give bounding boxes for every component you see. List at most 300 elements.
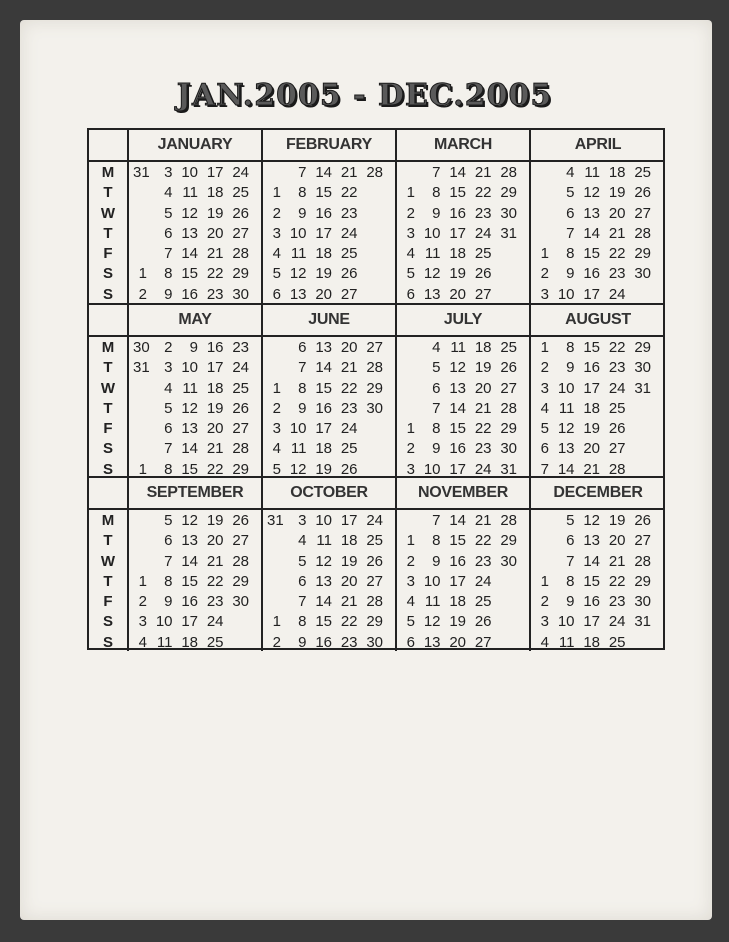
day-number: 25 — [500, 339, 517, 356]
week-row — [397, 338, 529, 358]
day-number: 25 — [608, 633, 626, 651]
day-number: 16 — [449, 552, 466, 570]
day-number: 18 — [583, 399, 600, 417]
day-number: 14 — [315, 164, 332, 181]
day-number: 24 — [608, 285, 626, 303]
day-number: 30 — [500, 552, 517, 570]
day-number: 12 — [423, 265, 441, 283]
day-number: 26 — [634, 512, 651, 529]
day-number: 2 — [138, 593, 147, 611]
day-number: 9 — [432, 204, 441, 222]
week-row — [397, 633, 529, 653]
day-number — [535, 531, 549, 551]
day-number: 9 — [566, 593, 575, 611]
day-number: 4 — [164, 379, 173, 397]
day-number: 28 — [366, 593, 383, 611]
day-number: 13 — [583, 204, 600, 222]
day-number: 9 — [189, 339, 198, 356]
day-number: 14 — [181, 552, 198, 570]
week-row — [263, 204, 395, 224]
week-row — [397, 439, 529, 459]
day-number: 9 — [566, 265, 575, 283]
day-number — [133, 379, 147, 399]
day-number: 13 — [423, 633, 441, 651]
day-number: 18 — [449, 245, 466, 263]
day-number: 1 — [272, 613, 281, 631]
day-number: 25 — [340, 245, 358, 263]
day-number — [626, 419, 652, 439]
day-number: 15 — [181, 460, 198, 478]
day-number: 13 — [181, 532, 198, 550]
week-row — [531, 224, 665, 244]
month-name: JUNE — [308, 311, 350, 328]
week-row — [129, 244, 261, 264]
day-number — [492, 572, 518, 592]
day-number: 7 — [298, 359, 307, 377]
day-number — [133, 399, 147, 419]
day-number: 7 — [432, 164, 441, 181]
day-number: 22 — [206, 460, 224, 478]
day-number: 25 — [474, 593, 492, 611]
day-number: 13 — [449, 379, 466, 397]
day-number: 8 — [298, 613, 307, 631]
day-number: 13 — [181, 224, 198, 242]
day-number: 22 — [474, 420, 492, 438]
weekday-letter: M — [101, 164, 115, 181]
day-number: 10 — [155, 613, 173, 631]
day-number: 26 — [340, 265, 358, 283]
day-number: 27 — [608, 440, 626, 458]
day-number: 23 — [474, 204, 492, 222]
day-number: 22 — [340, 613, 358, 631]
day-number: 20 — [206, 224, 224, 242]
week-row — [129, 531, 261, 551]
month-block-november — [397, 478, 531, 651]
day-number: 23 — [340, 399, 358, 417]
day-number — [401, 163, 415, 183]
day-number: 5 — [432, 359, 441, 377]
week-row — [263, 163, 395, 183]
day-number: 23 — [340, 204, 358, 222]
day-number: 6 — [432, 379, 441, 397]
day-number: 30 — [634, 359, 651, 377]
day-number: 6 — [298, 572, 307, 590]
weekday-letter: S — [102, 265, 113, 283]
month-name: SEPTEMBER — [146, 484, 244, 501]
day-number: 28 — [232, 245, 249, 263]
day-number: 10 — [423, 460, 441, 478]
weekday-letter: T — [103, 572, 113, 590]
day-number: 15 — [449, 532, 466, 550]
day-number: 14 — [449, 164, 466, 181]
day-number: 27 — [366, 572, 383, 590]
week-row — [263, 399, 395, 419]
day-number: 11 — [558, 399, 575, 417]
day-number: 28 — [608, 460, 626, 478]
day-number: 4 — [406, 245, 415, 263]
day-number: 29 — [634, 339, 651, 356]
day-number: 4 — [540, 633, 549, 651]
day-number: 23 — [232, 339, 249, 356]
day-number: 22 — [608, 339, 626, 356]
week-row — [397, 511, 529, 531]
day-number — [535, 511, 549, 531]
day-number: 30 — [500, 440, 517, 458]
month-block-october — [263, 478, 397, 651]
day-number: 22 — [340, 379, 358, 397]
day-number — [358, 439, 384, 459]
day-number: 27 — [232, 420, 249, 438]
day-number: 15 — [583, 572, 600, 590]
day-number: 1 — [540, 245, 549, 263]
day-number: 22 — [206, 265, 224, 283]
day-number: 31 — [634, 613, 651, 631]
day-number: 27 — [366, 339, 383, 356]
day-number: 19 — [315, 460, 332, 478]
week-row — [531, 264, 665, 284]
weekday-column — [89, 305, 129, 478]
day-number: 10 — [423, 572, 441, 590]
day-number: 11 — [182, 379, 198, 397]
day-number: 6 — [164, 224, 173, 242]
week-row — [129, 399, 261, 419]
day-number: 7 — [164, 440, 173, 458]
day-number: 13 — [315, 339, 332, 356]
week-row — [129, 511, 261, 531]
day-number: 16 — [206, 339, 224, 356]
day-number: 6 — [540, 440, 549, 458]
day-number: 15 — [449, 420, 466, 438]
weekday-letter: F — [103, 245, 113, 263]
week-row — [129, 439, 261, 459]
day-number — [267, 163, 281, 183]
day-number: 13 — [557, 440, 575, 458]
day-number: 21 — [206, 440, 224, 458]
day-number: 8 — [566, 339, 575, 356]
month-name: JULY — [443, 311, 483, 328]
day-number: 13 — [583, 532, 600, 550]
day-number: 3 — [298, 512, 307, 529]
week-row — [129, 633, 261, 653]
day-number — [358, 224, 384, 244]
day-number: 20 — [206, 420, 224, 438]
day-number: 29 — [232, 265, 249, 283]
day-number: 9 — [298, 204, 307, 222]
day-number: 30 — [366, 633, 383, 651]
week-row — [129, 264, 261, 284]
day-number: 17 — [206, 359, 224, 377]
calendar-grid — [87, 128, 665, 650]
weekday-letter: S — [102, 633, 113, 651]
day-number: 8 — [566, 245, 575, 263]
week-row — [397, 204, 529, 224]
day-number: 6 — [566, 532, 575, 550]
day-number — [401, 379, 415, 399]
week-row — [263, 338, 395, 358]
day-number: 14 — [557, 460, 575, 478]
day-number: 3 — [138, 613, 147, 631]
week-row — [263, 358, 395, 378]
day-number: 24 — [474, 224, 492, 242]
weekday-letter: T — [103, 399, 113, 417]
day-number: 3 — [540, 613, 549, 631]
day-number — [358, 204, 384, 224]
day-number: 12 — [315, 552, 332, 570]
day-number: 8 — [298, 379, 307, 397]
day-number: 2 — [540, 593, 549, 611]
weekday-letter: M — [101, 339, 115, 356]
day-number: 3 — [164, 164, 173, 181]
day-number: 1 — [138, 460, 147, 478]
day-number: 17 — [340, 512, 358, 529]
day-number: 20 — [608, 532, 626, 550]
day-number: 2 — [406, 440, 415, 458]
day-number: 3 — [540, 379, 549, 397]
day-number: 11 — [450, 339, 466, 356]
day-number: 8 — [566, 572, 575, 590]
day-number: 4 — [272, 245, 281, 263]
day-number: 21 — [206, 245, 224, 263]
day-number: 19 — [206, 399, 224, 417]
day-number: 7 — [432, 512, 441, 529]
day-number — [133, 244, 147, 264]
day-number — [626, 399, 652, 419]
week-row — [531, 419, 665, 439]
day-number: 11 — [424, 593, 441, 611]
day-number: 26 — [232, 204, 249, 222]
week-row — [129, 224, 261, 244]
day-number: 4 — [406, 593, 415, 611]
day-number: 23 — [608, 265, 626, 283]
week-row — [129, 379, 261, 399]
day-number: 19 — [449, 613, 466, 631]
day-number: 22 — [608, 245, 626, 263]
day-number: 2 — [272, 633, 281, 651]
day-number: 28 — [500, 164, 517, 181]
day-number: 23 — [206, 593, 224, 611]
weekday-letter: S — [102, 460, 113, 478]
day-number: 5 — [164, 399, 173, 417]
day-number: 23 — [608, 593, 626, 611]
week-row — [263, 612, 395, 632]
month-block-february — [263, 130, 397, 303]
day-number: 14 — [449, 399, 466, 417]
day-number — [267, 592, 281, 612]
day-number: 15 — [583, 339, 600, 356]
day-number: 12 — [583, 184, 600, 202]
day-number: 9 — [298, 633, 307, 651]
day-number — [535, 224, 549, 244]
week-row — [129, 183, 261, 203]
day-number — [133, 419, 147, 439]
day-number: 28 — [500, 399, 517, 417]
weekday-column — [89, 478, 129, 651]
day-number: 1 — [272, 184, 281, 202]
day-number: 29 — [634, 245, 651, 263]
day-number: 19 — [474, 359, 492, 377]
day-number: 5 — [272, 460, 281, 478]
quarter-row-2 — [89, 303, 663, 478]
day-number — [267, 552, 281, 572]
day-number: 9 — [432, 440, 441, 458]
day-number: 16 — [449, 204, 466, 222]
day-number: 12 — [289, 265, 307, 283]
day-number: 20 — [340, 572, 358, 590]
day-number: 20 — [449, 285, 466, 303]
day-number: 10 — [557, 379, 575, 397]
day-number: 16 — [315, 633, 332, 651]
day-number — [267, 358, 281, 378]
day-number — [535, 183, 549, 203]
day-number: 1 — [406, 532, 415, 550]
day-number: 26 — [474, 613, 492, 631]
day-number: 1 — [406, 420, 415, 438]
day-number: 2 — [272, 399, 281, 417]
day-number: 5 — [406, 613, 415, 631]
day-number: 9 — [566, 359, 575, 377]
day-number: 18 — [340, 532, 358, 550]
week-row — [397, 224, 529, 244]
day-number: 5 — [566, 512, 575, 529]
day-number — [133, 531, 147, 551]
day-number: 17 — [181, 613, 198, 631]
week-row — [397, 264, 529, 284]
day-number: 27 — [474, 285, 492, 303]
day-number — [358, 244, 384, 264]
week-row — [531, 379, 665, 399]
week-row — [531, 552, 665, 572]
weekday-letter: S — [102, 440, 113, 458]
day-number — [133, 439, 147, 459]
day-number — [492, 592, 518, 612]
day-number — [401, 399, 415, 419]
day-number: 16 — [449, 440, 466, 458]
day-number: 6 — [406, 285, 415, 303]
day-number: 5 — [566, 184, 575, 202]
week-row — [397, 531, 529, 551]
day-number: 20 — [315, 285, 332, 303]
day-number: 18 — [583, 633, 600, 651]
day-number: 8 — [164, 572, 173, 590]
day-number: 26 — [366, 552, 383, 570]
month-name: OCTOBER — [290, 484, 368, 501]
day-number: 10 — [181, 164, 198, 181]
day-number — [492, 633, 518, 653]
day-number: 1 — [272, 379, 281, 397]
week-row — [263, 419, 395, 439]
day-number: 27 — [232, 532, 249, 550]
day-number: 24 — [366, 512, 383, 529]
day-number — [133, 511, 147, 531]
day-number: 17 — [449, 224, 466, 242]
day-number: 21 — [474, 399, 492, 417]
week-row — [397, 163, 529, 183]
month-name: MAY — [178, 311, 212, 328]
day-number: 1 — [540, 339, 549, 356]
day-number: 17 — [583, 613, 600, 631]
day-number: 4 — [540, 399, 549, 417]
day-number: 8 — [432, 184, 441, 202]
day-number: 26 — [340, 460, 358, 478]
week-row — [129, 358, 261, 378]
day-number: 11 — [290, 440, 307, 458]
month-block-may — [129, 305, 263, 478]
day-number — [358, 419, 384, 439]
day-number: 21 — [340, 359, 358, 377]
weekday-letter: F — [103, 593, 113, 611]
day-number — [492, 612, 518, 632]
week-row — [129, 552, 261, 572]
quarter-row-1 — [89, 130, 663, 303]
day-number: 21 — [474, 164, 492, 181]
day-number: 15 — [181, 265, 198, 283]
week-row — [397, 183, 529, 203]
week-row — [531, 592, 665, 612]
week-row — [263, 592, 395, 612]
day-number — [358, 264, 384, 284]
day-number: 30 — [232, 593, 249, 611]
day-number: 20 — [608, 204, 626, 222]
week-row — [263, 633, 395, 653]
day-number: 16 — [583, 359, 600, 377]
day-number: 16 — [181, 285, 198, 303]
day-number: 26 — [474, 265, 492, 283]
day-number: 16 — [181, 593, 198, 611]
day-number: 24 — [474, 460, 492, 478]
week-row — [129, 572, 261, 592]
day-number: 24 — [232, 359, 249, 377]
day-number: 18 — [449, 593, 466, 611]
month-block-july — [397, 305, 531, 478]
day-number: 17 — [583, 285, 600, 303]
weekday-letter: W — [100, 204, 116, 222]
day-number: 24 — [232, 164, 249, 181]
day-number: 7 — [432, 399, 441, 417]
day-number: 20 — [449, 633, 466, 651]
weekday-letter: W — [100, 379, 116, 397]
day-number: 30 — [634, 265, 651, 283]
day-number: 5 — [164, 512, 173, 529]
day-number: 28 — [232, 552, 249, 570]
week-row — [397, 399, 529, 419]
month-name: APRIL — [574, 136, 622, 153]
day-number: 11 — [156, 633, 173, 651]
week-row — [397, 358, 529, 378]
day-number: 9 — [164, 593, 173, 611]
day-number: 15 — [181, 572, 198, 590]
day-number: 17 — [206, 164, 224, 181]
day-number: 9 — [432, 552, 441, 570]
day-number — [133, 183, 147, 203]
day-number: 8 — [164, 460, 173, 478]
week-row — [531, 204, 665, 224]
day-number: 18 — [181, 633, 198, 651]
day-number: 7 — [164, 245, 173, 263]
week-row — [129, 592, 261, 612]
week-row — [531, 612, 665, 632]
week-row — [531, 358, 665, 378]
day-number: 18 — [206, 379, 224, 397]
day-number: 5 — [164, 204, 173, 222]
day-number: 1 — [540, 572, 549, 590]
day-number: 15 — [315, 613, 332, 631]
week-row — [263, 552, 395, 572]
day-number: 14 — [583, 224, 600, 242]
day-number: 21 — [608, 552, 626, 570]
day-number: 20 — [340, 339, 358, 356]
day-number: 17 — [449, 460, 466, 478]
day-number: 18 — [315, 245, 332, 263]
